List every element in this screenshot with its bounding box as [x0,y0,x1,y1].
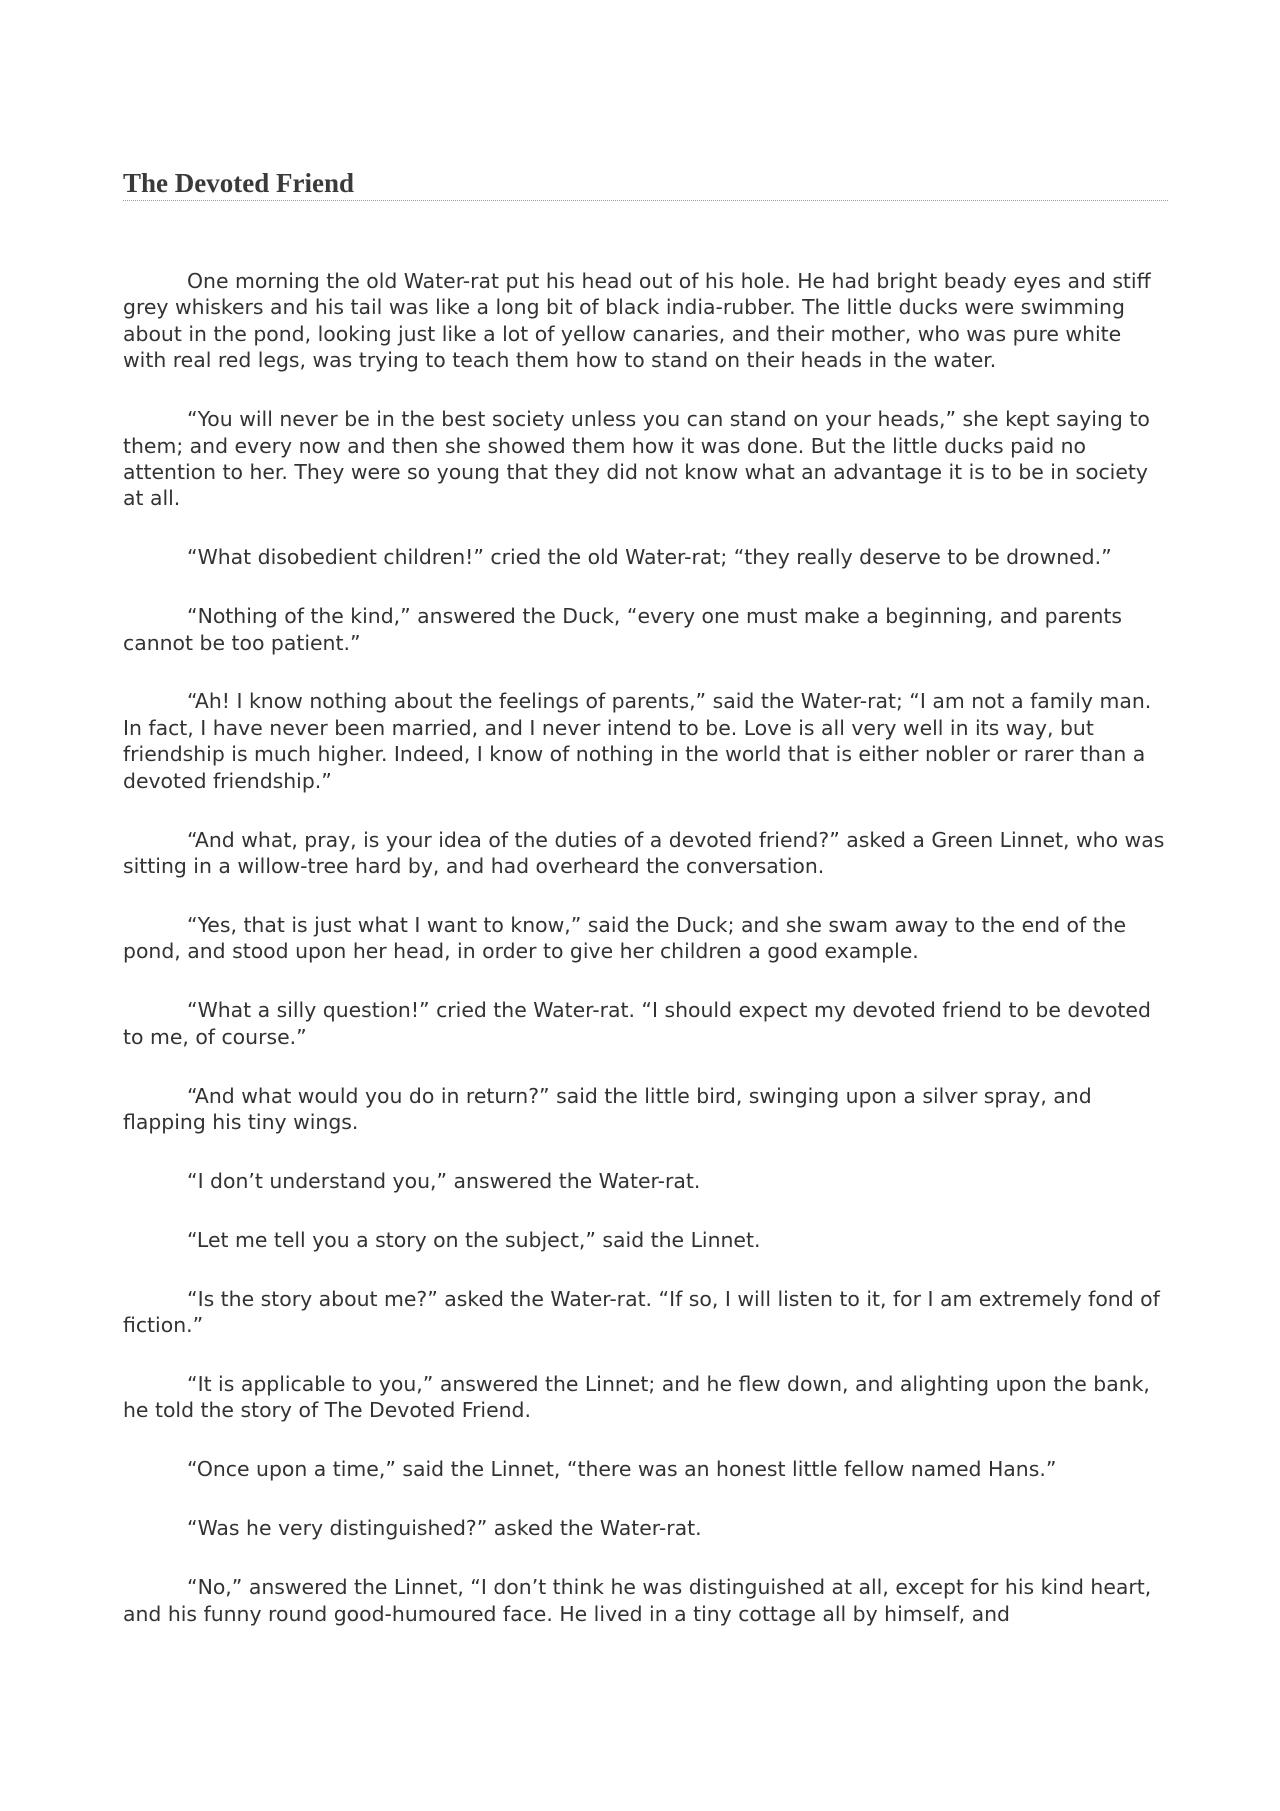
paragraph: “Let me tell you a story on the subject,” said the Linnet. [187,1227,761,1252]
paragraph: “I don’t understand you,” answered the Water-rat. [187,1168,701,1193]
paragraph: “And what, pray, is your idea of the duties of a devoted friend?” asked a Green Linnet, who was sitting in a willow-tree hard by, and had overheard the conversation. [123,827,1165,878]
paragraph: “What a silly question!” cried the Water-rat. “I should expect my devoted friend to be devoted to me, of course.” [123,998,1151,1049]
paragraph: “No,” answered the Linnet, “I don’t think he was distinguished at all, except for his kind heart, and his funny round good-humoured face. He lived in a tiny cottage all by himself, and [123,1575,1152,1626]
paragraph: “Ah! I know nothing about the feelings of parents,” said the Water-rat; “I am not a family man. In fact, I have never been married, and I never intend to be. Love is all very well in its way, but friendship is much higher. Indeed, I know of nothing in the world that is either nobler or rarer than a devoted friendship.” [123,689,1152,793]
paragraph: “You will never be in the best society unless you can stand on your heads,” she kept saying to them; and every now and then she showed them how it was done. But the little ducks paid no attention to her. They were so young that they did not know what an advantage it is to be in society at all. [123,407,1150,511]
title-divider [123,200,1168,201]
paragraph: One morning the old Water-rat put his head out of his hole. He had bright beady eyes and stiff grey whiskers and his tail was like a long bit of black india-rubber. The little ducks were swimming about in the pond, looking just like a lot of yellow canaries, and their mother, who was pure white with real red legs, was trying to teach them how to stand on their heads in the water. [123,269,1151,373]
paragraph: “Is the story about me?” asked the Water-rat. “If so, I will listen to it, for I am extremely fond of fiction.” [123,1286,1160,1338]
paragraph: “Yes, that is just what I want to know,” said the Duck; and she swam away to the end of the pond, and stood upon her head, in order to give her children a good example. [123,912,1127,964]
paragraph: “It is applicable to you,” answered the Linnet; and he flew down, and alighting upon the bank, he told the story of The Devoted Friend. [123,1371,1150,1423]
paragraph: “And what would you do in return?” said the little bird, swinging upon a silver spray, and flapping his tiny wings. [123,1083,1092,1134]
paragraph: “Nothing of the kind,” answered the Duck, “every one must make a beginning, and parents cannot be too patient.” [123,604,1123,655]
story-body [123,268,1168,1659]
paragraph: “What disobedient children!” cried the old Water-rat; “they really deserve to be drowned.” [187,545,1112,570]
page-title: The Devoted Friend [123,168,354,198]
paragraph: “Once upon a time,” said the Linnet, “there was an honest little fellow named Hans.” [187,1457,1057,1482]
paragraph: “Was he very distinguished?” asked the Water-rat. [187,1516,702,1541]
